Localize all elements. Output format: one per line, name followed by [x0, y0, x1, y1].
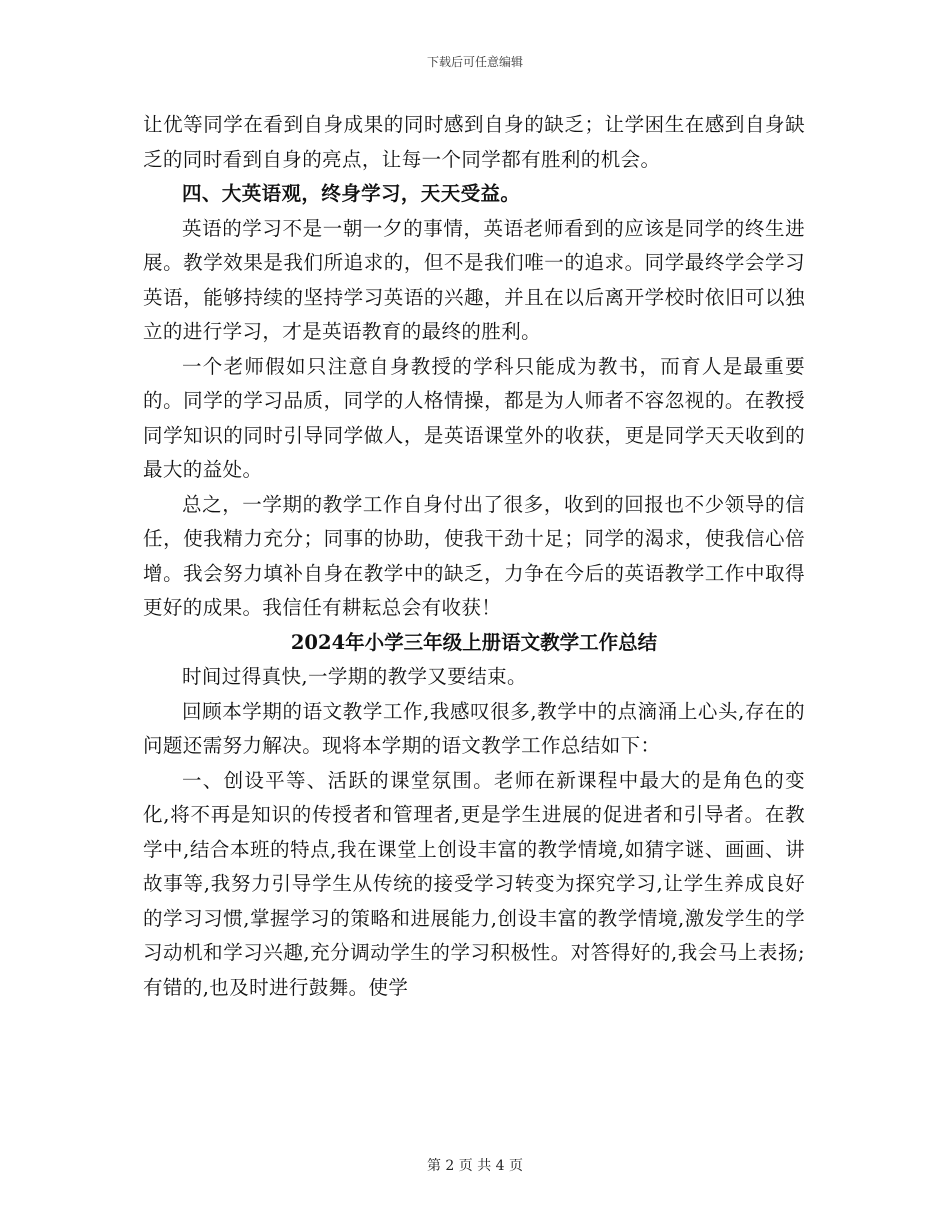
page-number-footer: 第 2 页 共 4 页 [426, 1158, 524, 1174]
document-body [143, 108, 805, 1005]
paragraph-english-learning: 英语的学习不是一朝一夕的事情，英语老师看到的应该是同学的终生进展。教学效果是我们所追求的，但不是我们唯一的追求。同学最终学会学习英语，能够持续的坚持学习英语的兴趣，并且在以后离开学校时依旧可以独立的进行学习，才是英语教育的最终的胜利。 [143, 216, 805, 343]
paragraph-teacher-role: 一个老师假如只注意自身教授的学科只能成为教书，而育人是最重要的。同学的学习品质，同学的人格情操，都是为人师者不容忽视的。在教授同学知识的同时引导同学做人，是英语课堂外的收获，更是同学天天收到的最大的益处。 [143, 354, 805, 481]
page-header-note: 下载后可任意编辑 [426, 55, 523, 69]
paragraph-continuation: 让优等同学在看到自身成果的同时感到自身的缺乏；让学困生在感到自身缺乏的同时看到自身的亮点，让每一个同学都有胜利的机会。 [143, 113, 805, 171]
paragraph-classroom-atmosphere: 一、创设平等、活跃的课堂氛围。老师在新课程中最大的是角色的变化,将不再是知识的传授者和管理者,更是学生进展的促进者和引导者。在教学中,结合本班的特点,我在课堂上创设丰富的教学情境,如猜字谜、画画、讲故事等,我努力引导学生从传统的接受学习转变为探究学习,让学生养成良好的学习习惯,掌握学习的策略和进展能力,创设丰富的教学情境,激发学生的学习动机和学习兴趣,充分调动学生的学习积极性。对答得好的,我会马上表扬;有错的,也及时进行鼓舞。使学 [143, 768, 805, 999]
paragraph-time-flies: 时间过得真快,一学期的教学又要结束。 [182, 665, 527, 688]
paragraph-review: 回顾本学期的语文教学工作,我感叹很多,教学中的点滴涌上心头,存在的问题还需努力解决。现将本学期的语文教学工作总结如下： [143, 699, 805, 757]
paragraph-conclusion: 总之，一学期的教学工作自身付出了很多，收到的回报也不少领导的信任，使我精力充分；同事的协助，使我干劲十足；同学的渴求，使我信心倍增。我会努力填补自身在教学中的缺乏，力争在今后的英语教学工作中取得更好的成果。我信任有耕耘总会有收获！ [143, 492, 805, 619]
section-heading-four: 四、大英语观，终身学习，天天受益。 [182, 182, 521, 205]
section-title-chinese-summary: 2024年小学三年级上册语文教学工作总结 [290, 630, 658, 654]
